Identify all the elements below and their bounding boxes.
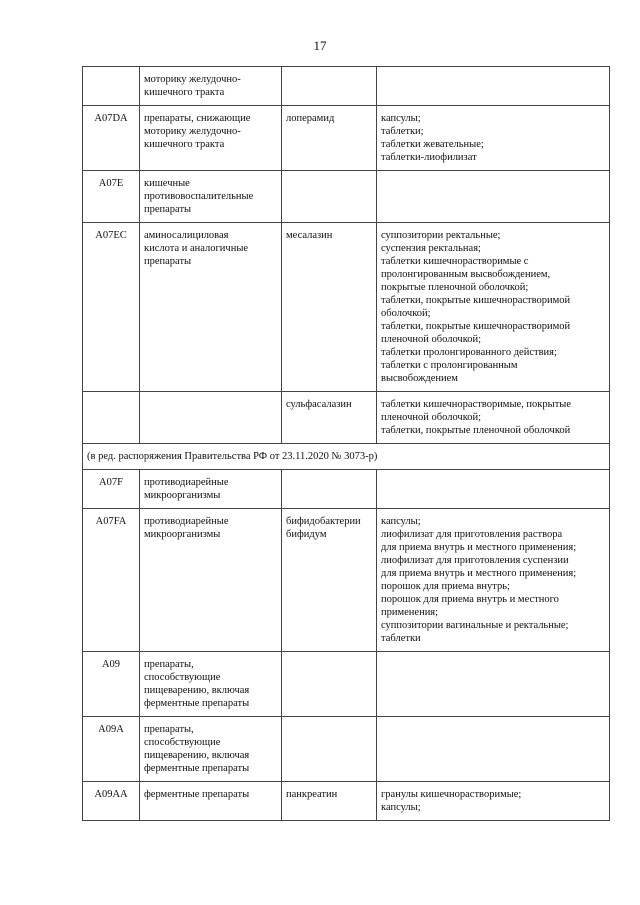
inn-cell-line: бифидобактерии [286,516,361,527]
group-name-cell [140,223,282,392]
inn-cell [282,392,377,444]
dosage-form-cell-line: таблетки, покрытые пленочной оболочкой [381,425,571,436]
dosage-form-cell [377,717,610,782]
group-name-cell-line: ферментные препараты [144,789,250,800]
inn-cell [282,509,377,652]
dosage-form-cell [377,67,610,106]
group-name-cell-line: противовоспалительные [144,191,254,202]
dosage-form-cell-line: высвобождением [381,373,458,384]
dosage-form-cell-line: пленочной оболочкой; [381,412,482,423]
dosage-form-cell [377,782,610,821]
dosage-form-cell-line: суспензия ректальная; [381,243,481,254]
dosage-form-cell-line: лиофилизат для приготовления раствора [381,529,563,540]
dosage-form-cell-line: для приема внутрь и местного применения; [381,542,577,553]
dosage-form-cell [377,509,610,652]
atc-code-cell: A07EC [83,223,140,392]
table-row [83,717,610,782]
group-name-cell-line: способствующие [144,737,221,748]
group-name-cell-line: микроорганизмы [144,529,221,540]
dosage-form-cell-line: таблетки, покрытые кишечнорастворимой [381,295,571,306]
table-row [83,223,610,392]
dosage-form-cell-line: оболочкой; [381,308,431,319]
dosage-form-cell-line: таблетки [381,633,421,644]
dosage-form-cell-line: таблетки с пролонгированным [381,360,518,371]
dosage-form-cell-line: порошок для приема внутрь и местного [381,594,559,605]
atc-code-cell: A09AA [83,782,140,821]
group-name-cell-line: противодиарейные [144,516,229,527]
group-name-cell-line: кислота и аналогичные [144,243,249,254]
dosage-form-cell-line: суппозитории ректальные; [381,230,501,241]
group-name-cell [140,509,282,652]
dosage-form-cell-line: пленочной оболочкой; [381,334,482,345]
dosage-form-cell-line: таблетки пролонгированного действия; [381,347,557,358]
group-name-cell-line: препараты, снижающие [144,113,251,124]
inn-cell-line: месалазин [286,230,333,241]
group-name-cell [140,470,282,509]
table-row [83,470,610,509]
group-name-cell-line: препараты [144,204,192,215]
group-name-cell-line: кишечного тракта [144,87,225,98]
dosage-form-cell-line: для приема внутрь и местного применения; [381,568,577,579]
atc-code-cell [83,67,140,106]
dosage-form-cell-line: таблетки жевательные; [381,139,484,150]
table-row [83,509,610,652]
dosage-form-cell-line: таблетки-лиофилизат [381,152,477,163]
dosage-form-cell-line: применения; [381,607,439,618]
inn-cell [282,652,377,717]
inn-cell-line: лоперамид [286,113,335,124]
inn-cell [282,223,377,392]
group-name-cell [140,782,282,821]
group-name-cell [140,392,282,444]
group-name-cell [140,171,282,223]
group-name-cell [140,652,282,717]
drug-table [82,66,610,821]
dosage-form-cell [377,223,610,392]
inn-cell [282,782,377,821]
dosage-form-cell-line: таблетки кишечнорастворимые, покрытые [381,399,571,410]
dosage-form-cell-line: суппозитории вагинальные и ректальные; [381,620,569,631]
group-name-cell-line: моторику желудочно- [144,74,241,85]
group-name-cell [140,67,282,106]
dosage-form-cell-line: гранулы кишечнорастворимые; [381,789,522,800]
dosage-form-cell-line: таблетки; [381,126,424,137]
dosage-form-cell-line: лиофилизат для приготовления суспензии [381,555,569,566]
group-name-cell-line: ферментные препараты [144,698,250,709]
dosage-form-cell [377,171,610,223]
group-name-cell-line: препараты, [144,724,194,735]
group-name-cell-line: препараты [144,256,192,267]
group-name-cell-line: кишечные [144,178,190,189]
amendment-row [83,444,610,470]
page-number: 17 [313,38,327,53]
inn-cell [282,717,377,782]
dosage-form-cell-line: капсулы; [381,802,421,813]
group-name-cell-line: способствующие [144,672,221,683]
table-row [83,652,610,717]
group-name-cell-line: противодиарейные [144,477,229,488]
inn-cell [282,171,377,223]
group-name-cell-line: микроорганизмы [144,490,221,501]
group-name-cell-line: моторику желудочно- [144,126,241,137]
atc-code-cell: A09 [83,652,140,717]
dosage-form-cell [377,470,610,509]
group-name-cell-line: кишечного тракта [144,139,225,150]
group-name-cell-line: пищеварению, включая [144,685,250,696]
atc-code-cell: A07FA [83,509,140,652]
group-name-cell [140,717,282,782]
dosage-form-cell-line: капсулы; [381,516,421,527]
dosage-form-cell-line: покрытые пленочной оболочкой; [381,282,529,293]
table-row [83,67,610,106]
dosage-form-cell-line: порошок для приема внутрь; [381,581,510,592]
amendment-note: (в ред. распоряжения Правительства РФ от 23.11.2020 № 3073-р) [83,444,610,470]
table-row [83,782,610,821]
dosage-form-cell-line: таблетки, покрытые кишечнорастворимой [381,321,571,332]
inn-cell [282,106,377,171]
group-name-cell-line: аминосалициловая [144,230,229,241]
inn-cell [282,67,377,106]
atc-code-cell: A07E [83,171,140,223]
inn-cell-line: сульфасалазин [286,399,352,410]
inn-cell [282,470,377,509]
atc-code-cell: A09A [83,717,140,782]
inn-cell-line: бифидум [286,529,327,540]
inn-cell-line: панкреатин [286,789,338,800]
dosage-form-cell [377,652,610,717]
dosage-form-cell-line: капсулы; [381,113,421,124]
group-name-cell-line: препараты, [144,659,194,670]
dosage-form-cell [377,106,610,171]
group-name-cell-line: ферментные препараты [144,763,250,774]
group-name-cell-line: пищеварению, включая [144,750,250,761]
table-row [83,106,610,171]
atc-code-cell [83,392,140,444]
dosage-form-cell-line: пролонгированным высвобождением, [381,269,551,280]
table-row [83,392,610,444]
dosage-form-cell [377,392,610,444]
atc-code-cell: A07F [83,470,140,509]
atc-code-cell: A07DA [83,106,140,171]
group-name-cell [140,106,282,171]
table-row [83,171,610,223]
dosage-form-cell-line: таблетки кишечнорастворимые с [381,256,529,267]
